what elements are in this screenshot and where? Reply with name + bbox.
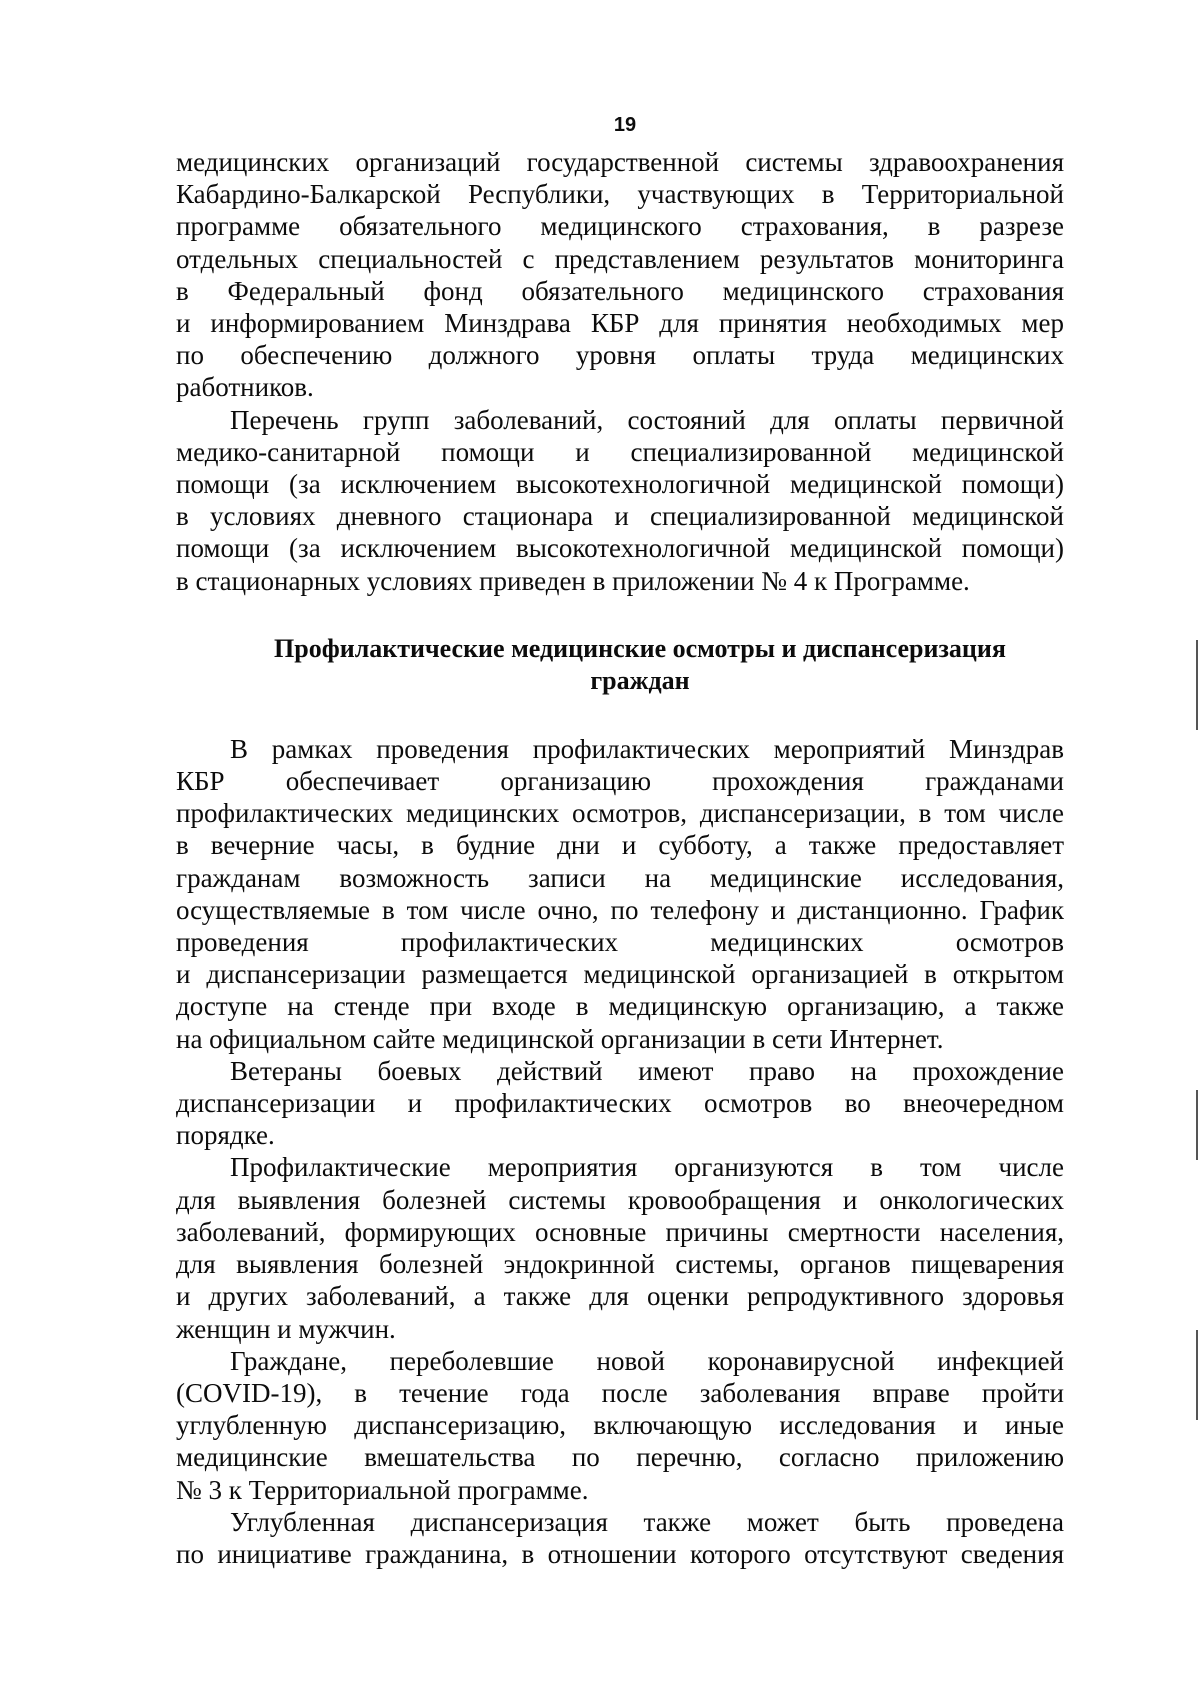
text-line: и других заболеваний, а также для оценки репродуктивного здоровья bbox=[176, 1281, 1064, 1312]
text-line: КБР обеспечивает организацию прохождения гражданами bbox=[176, 766, 1064, 797]
text-line: Углубленная диспансеризация также может быть проведена bbox=[230, 1506, 1064, 1537]
text-line: для выявления болезней эндокринной системы, органов пищеварения bbox=[176, 1249, 1064, 1280]
text-line: доступе на стенде при входе в медицинскую организацию, а также bbox=[176, 991, 1064, 1022]
section-heading-line-1: Профилактические медицинские осмотры и диспансеризация bbox=[274, 633, 1006, 663]
text-line: женщин и мужчин. bbox=[176, 1313, 396, 1344]
text-line: заболеваний, формирующих основные причины смертности населения, bbox=[176, 1216, 1064, 1247]
text-line: профилактических медицинских осмотров, диспансеризации, в том числе bbox=[176, 798, 1064, 829]
text-line: гражданам возможность записи на медицинские исследования, bbox=[176, 862, 1064, 893]
text-line: и диспансеризации размещается медицинской организацией в открытом bbox=[176, 959, 1064, 990]
top-paragraphs bbox=[176, 146, 1064, 597]
text-line: медико-санитарной помощи и специализированной медицинской bbox=[176, 436, 1064, 467]
scan-edge-mark bbox=[1196, 640, 1198, 730]
paragraph-p4 bbox=[176, 1055, 1064, 1152]
paragraph-p1 bbox=[176, 146, 1064, 404]
text-line: медицинских организаций государственной системы здравоохранения bbox=[176, 147, 1064, 177]
text-line: в стационарных условиях приведен в приложении № 4 к Программе. bbox=[176, 565, 970, 596]
text-line: В рамках проведения профилактических мероприятий Минздрав bbox=[230, 733, 1064, 764]
text-line: по обеспечению должного уровня оплаты труда медицинских bbox=[176, 340, 1064, 371]
text-line: помощи (за исключением высокотехнологичной медицинской помощи) bbox=[176, 533, 1064, 564]
paragraph-p2 bbox=[176, 404, 1064, 597]
text-line: в условиях дневного стационара и специализированной медицинской bbox=[176, 501, 1064, 532]
page-number: 19 bbox=[613, 114, 637, 136]
paragraph-p3 bbox=[176, 733, 1064, 1055]
bottom-paragraphs bbox=[176, 733, 1064, 1570]
paragraph-p5 bbox=[176, 1151, 1064, 1344]
text-line: Кабардино-Балкарской Республики, участвующих в Территориальной bbox=[176, 179, 1064, 210]
text-line: Ветераны боевых действий имеют право на прохождение bbox=[230, 1055, 1064, 1086]
scan-edge-mark bbox=[1196, 1330, 1198, 1420]
paragraph-p7 bbox=[176, 1506, 1064, 1570]
scan-edge-mark bbox=[1196, 1090, 1198, 1160]
text-line: программе обязательного медицинского страхования, в разрезе bbox=[176, 211, 1064, 242]
text-line: на официальном сайте медицинской организации в сети Интернет. bbox=[176, 1023, 944, 1054]
text-line: для выявления болезней системы кровообращения и онкологических bbox=[176, 1184, 1064, 1215]
text-line: отдельных специальностей с представлением результатов мониторинга bbox=[176, 243, 1064, 274]
section-heading bbox=[176, 633, 1064, 697]
text-line: (COVID-19), в течение года после заболевания вправе пройти bbox=[176, 1377, 1064, 1408]
text-line: Профилактические мероприятия организуются в том числе bbox=[230, 1152, 1064, 1183]
text-line: № 3 к Территориальной программе. bbox=[176, 1474, 589, 1505]
text-line: Граждане, переболевшие новой коронавирусной инфекцией bbox=[230, 1345, 1064, 1376]
text-line: Перечень групп заболеваний, состояний для оплаты первичной bbox=[230, 404, 1064, 435]
text-line: порядке. bbox=[176, 1120, 275, 1151]
text-line: осуществляемые в том числе очно, по телефону и дистанционно. График bbox=[176, 894, 1064, 925]
paragraph-p6 bbox=[176, 1345, 1064, 1506]
text-line: углубленную диспансеризацию, включающую исследования и иные bbox=[176, 1410, 1064, 1441]
text-line: в Федеральный фонд обязательного медицинского страхования bbox=[176, 275, 1064, 306]
text-line: и информированием Минздрава КБР для принятия необходимых мер bbox=[176, 308, 1064, 339]
text-line: диспансеризации и профилактических осмотров во внеочередном bbox=[176, 1088, 1064, 1119]
text-line: в вечерние часы, в будние дни и субботу, а также предоставляет bbox=[176, 830, 1064, 861]
text-line: проведения профилактических медицинских осмотров bbox=[176, 927, 1064, 958]
text-line: работников. bbox=[176, 372, 314, 403]
document-body bbox=[176, 146, 1064, 1570]
text-line: помощи (за исключением высокотехнологичной медицинской помощи) bbox=[176, 469, 1064, 500]
section-heading-line-2: граждан bbox=[590, 665, 690, 695]
text-line: медицинские вмешательства по перечню, согласно приложению bbox=[176, 1442, 1064, 1473]
text-line: по инициативе гражданина, в отношении которого отсутствуют сведения bbox=[176, 1538, 1064, 1569]
